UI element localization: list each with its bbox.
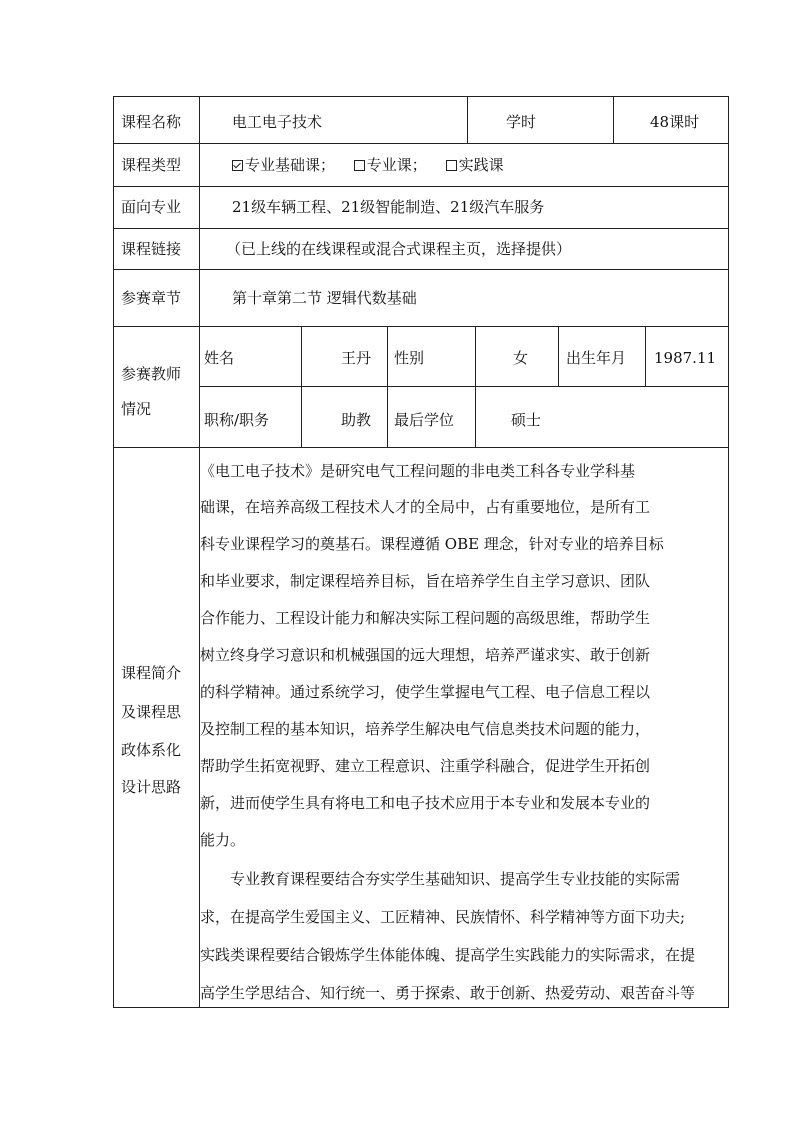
- intro-label-line2: 及课程思: [121, 703, 182, 721]
- row-border: [113, 269, 729, 270]
- degree-label: 最后学位: [394, 411, 455, 429]
- intro-line: 和毕业要求，制定课程培养目标，旨在培养学生自主学习意识、团队: [200, 572, 651, 590]
- course-type-label: 课程类型: [121, 156, 182, 174]
- chapter-label: 参赛章节: [121, 289, 182, 307]
- intro-line: 科专业课程学习的奠基石。课程遵循 OBE 理念，针对专业的培养目标: [200, 535, 664, 553]
- intro-line: 《电工电子技术》是研究电气工程问题的非电类工科各专业学科基: [200, 462, 636, 480]
- intro-line: 树立终身学习意识和机械强国的远大理想，培养严谨求实、敢于创新: [200, 646, 651, 664]
- row-border: [113, 186, 729, 187]
- col-border: [387, 326, 388, 447]
- col-border: [467, 96, 468, 143]
- intro-line: 合作能力、工程设计能力和解决实际工程问题的高级思维，帮助学生: [200, 609, 651, 627]
- intro-label-line3: 政体系化: [121, 741, 182, 759]
- intro-line: 能力。: [200, 831, 246, 849]
- col-border: [301, 326, 302, 447]
- option-label: 专业课；: [366, 156, 427, 174]
- hours-value: 48课时: [650, 113, 700, 131]
- degree-value: 硕士: [511, 411, 542, 429]
- teacher-label-line1: 参赛教师: [121, 365, 182, 383]
- checkbox-checked-icon[interactable]: [232, 160, 243, 171]
- intro-line: 及控制工程的基本知识，培养学生解决电气信息类技术问题的能力，: [200, 720, 651, 738]
- title-label: 职称/职务: [204, 411, 270, 429]
- option-label: 专业基础课；: [245, 156, 336, 174]
- row-border: [200, 386, 729, 387]
- col-border: [613, 96, 614, 143]
- col-border: [558, 326, 559, 386]
- title-value: 助教: [341, 411, 372, 429]
- birth-value: 1987.11: [654, 349, 717, 367]
- row-border: [113, 1007, 729, 1008]
- link-value: （已上线的在线课程或混合式课程主页，选择提供）: [226, 240, 572, 258]
- teacher-label-line2: 情况: [121, 400, 152, 418]
- chapter-value: 第十章第二节 逻辑代数基础: [232, 289, 417, 307]
- course-name-value: 电工电子技术: [232, 113, 323, 131]
- intro-line: 新，进而使学生具有将电工和电子技术应用于本专业和发展本专业的: [200, 794, 651, 812]
- col-border: [645, 326, 646, 386]
- intro-label-line1: 课程简介: [121, 664, 182, 682]
- option-practice[interactable]: [446, 156, 504, 174]
- intro-line: 专业教育课程要结合夯实学生基础知识、提高学生专业技能的实际需: [200, 870, 681, 888]
- checkbox-icon[interactable]: [354, 160, 365, 171]
- major-value: 21级车辆工程、21级智能制造、21级汽车服务: [232, 198, 545, 216]
- name-value: 王丹: [341, 349, 372, 367]
- row-border: [113, 143, 729, 144]
- intro-line: 实践类课程要结合锻炼学生体能体魄、提高学生实践能力的实际需求，在提: [200, 946, 696, 964]
- row-border: [113, 326, 729, 327]
- checkbox-icon[interactable]: [446, 160, 457, 171]
- intro-label-line4: 设计思路: [121, 778, 182, 796]
- col-border: [113, 96, 114, 1008]
- name-label: 姓名: [204, 349, 235, 367]
- birth-label: 出生年月: [566, 349, 627, 367]
- row-border: [113, 228, 729, 229]
- course-name-label: 课程名称: [121, 113, 182, 131]
- row-border: [113, 96, 729, 97]
- intro-line: 础课，在培养高级工程技术人才的全局中，占有重要地位，是所有工: [200, 498, 651, 516]
- option-major[interactable]: [354, 156, 427, 174]
- major-label: 面向专业: [121, 198, 182, 216]
- col-border: [728, 96, 729, 1008]
- intro-line: 高学生学思结合、知行统一、勇于探索、敢于创新、热爱劳动、艰苦奋斗等: [200, 984, 696, 1002]
- course-type-options: [232, 155, 504, 175]
- intro-line: 帮助学生拓宽视野、建立工程意识、注重学科融合，促进学生开拓创: [200, 757, 651, 775]
- gender-value: 女: [513, 349, 529, 367]
- option-label: 实践课: [458, 156, 504, 174]
- col-border: [475, 326, 476, 447]
- intro-line: 求，在提高学生爱国主义、工匠精神、民族情怀、科学精神等方面下功夫;: [200, 908, 686, 926]
- row-border: [113, 447, 729, 448]
- link-label: 课程链接: [121, 240, 182, 258]
- gender-label: 性别: [394, 349, 425, 367]
- intro-line: 的科学精神。通过系统学习，使学生掌握电气工程、电子信息工程以: [200, 683, 651, 701]
- option-basic[interactable]: [232, 156, 335, 174]
- hours-label: 学时: [506, 113, 537, 131]
